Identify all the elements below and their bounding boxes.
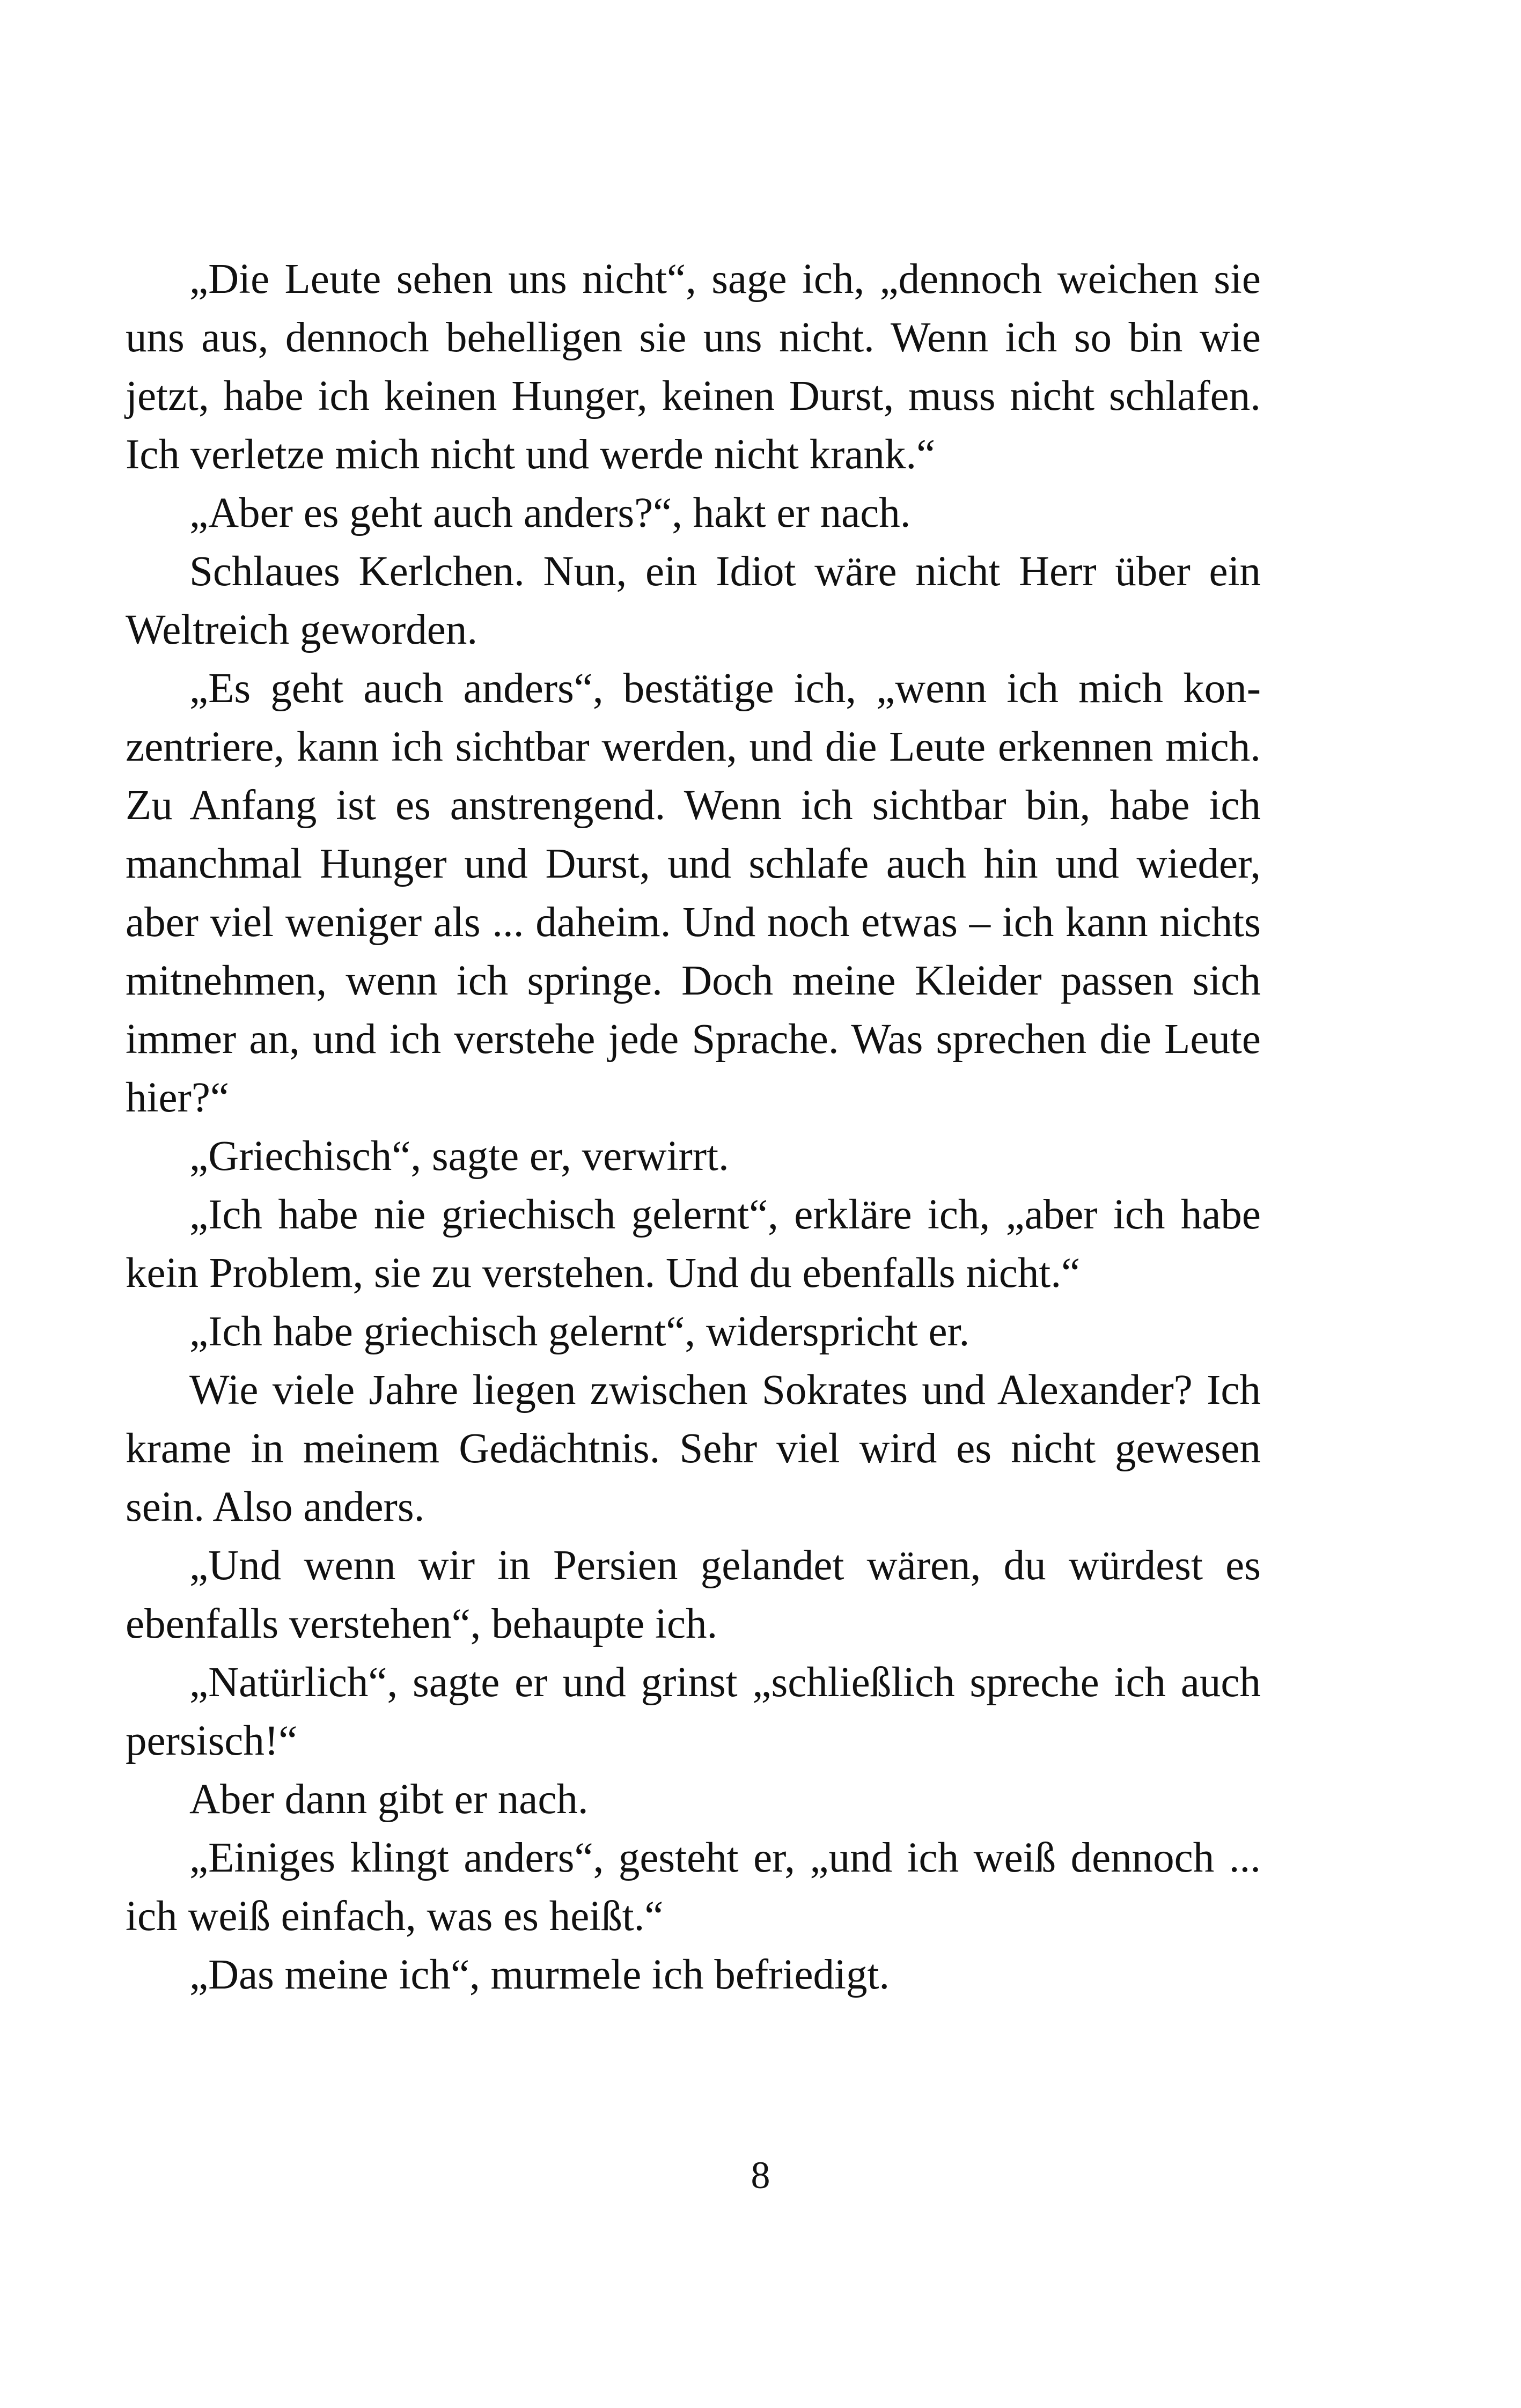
body-text: [126, 250, 1261, 2004]
paragraph: „Ich habe nie griechisch gelernt“, erkläre ich, „aber ich habe kein Problem, sie zu verstehen. Und du ebenfalls nicht.“: [126, 1191, 1261, 1297]
paragraph: „Ich habe griechisch gelernt“, widerspricht er.: [189, 1308, 970, 1355]
paragraph: Aber dann gibt er nach.: [189, 1776, 589, 1823]
paragraph: „Das meine ich“, murmele ich befriedigt.: [189, 1952, 890, 1998]
paragraph: „Die Leute sehen uns nicht“, sage ich, „dennoch weichen sie uns aus, dennoch behelligen sie uns nicht. Wenn ich so bin wie jetzt, habe ich keinen Hunger, keinen Durst, muss nicht schlafen. Ich verletze mich nicht und werde nicht krank.“: [126, 256, 1261, 478]
paragraph: „Einiges klingt anders“, gesteht er, „und ich weiß dennoch ... ich weiß einfach, was es heißt.“: [126, 1835, 1261, 1940]
page-number: 8: [751, 2154, 770, 2197]
paragraph: „Aber es geht auch anders?“, hakt er nach.: [189, 490, 911, 536]
paragraph: Wie viele Jahre liegen zwischen Sokrates und Alexander? Ich krame in meinem Gedächtnis. Sehr viel wird es nicht gewesen sein. Also anders.: [126, 1367, 1261, 1530]
paragraph: „Natürlich“, sagte er und grinst „schließlich spreche ich auch persisch!“: [126, 1659, 1261, 1764]
paragraph: „Griechisch“, sagte er, verwirrt.: [189, 1133, 729, 1180]
paragraph: Schlaues Kerlchen. Nun, ein Idiot wäre nicht Herr über ein Weltreich geworden.: [126, 548, 1261, 653]
paragraph: „Und wenn wir in Persien gelandet wären, du würdest es ebenfalls verstehen“, behaupte ich.: [126, 1542, 1261, 1647]
paragraph: „Es geht auch anders“, bestätige ich, „wenn ich mich konzentriere, kann ich sichtbar werden, und die Leute erkennen mich. Zu Anfang ist es anstrengend. Wenn ich sichtbar bin, habe ich manchmal Hunger und Durst, und schlafe auch hin und wieder, aber viel weniger als ... daheim. Und noch etwas – ich kann nichts mitnehmen, wenn ich springe. Doch meine Kleider passen sich immer an, und ich verstehe jede Sprache. Was sprechen die Leute hier?“: [126, 665, 1261, 1121]
